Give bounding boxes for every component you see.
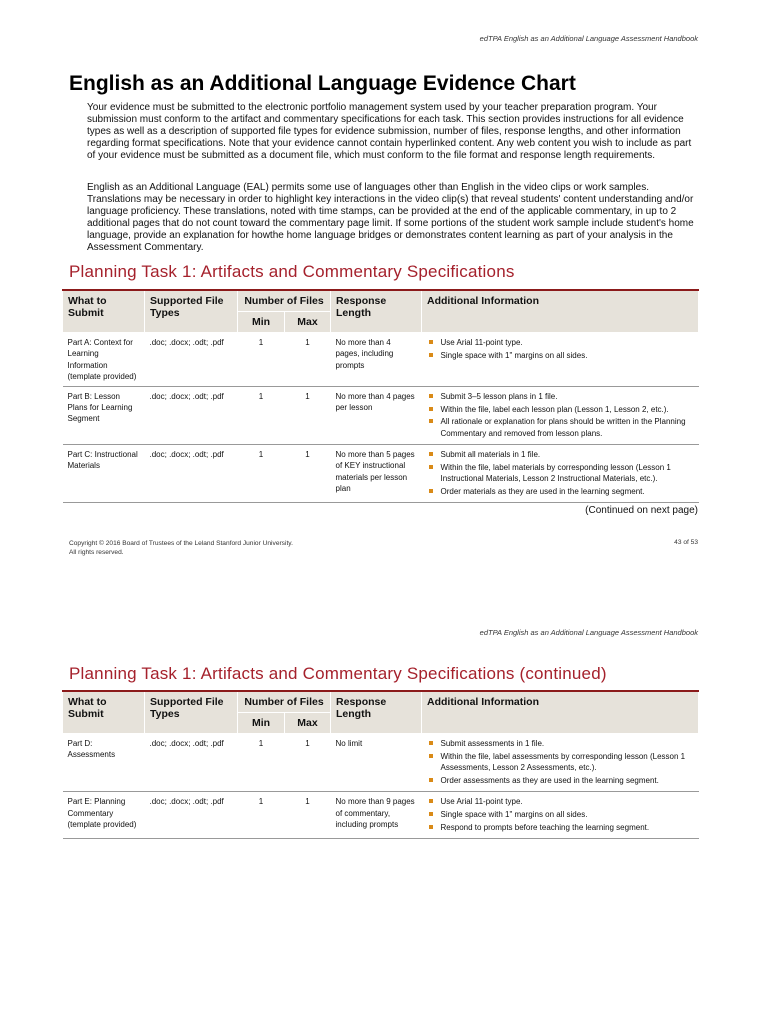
- info-bullet: Within the file, label each lesson plan (Lesson 1, Lesson 2, etc.).: [427, 404, 694, 415]
- what-to-submit-cell: Part D: Assessments: [63, 734, 145, 792]
- header-number-of-files: Number of Files: [238, 290, 331, 312]
- file-types-cell: .doc; .docx; .odt; .pdf: [145, 333, 238, 387]
- what-to-submit-cell: Part A: Context for Learning Information (template provided): [63, 333, 145, 387]
- table-row: [63, 386, 699, 444]
- section-title-continued: Planning Task 1: Artifacts and Commentary Specifications (continued): [69, 664, 607, 683]
- copyright-line-1: Copyright © 2016 Board of Trustees of the Leland Stanford Junior University.: [69, 540, 293, 547]
- table-row: [63, 792, 699, 839]
- header-number-of-files: Number of Files: [238, 691, 331, 713]
- max-files-cell: 1: [285, 792, 331, 839]
- max-files-cell: 1: [285, 734, 331, 792]
- info-bullet: Use Arial 11-point type.: [427, 796, 694, 807]
- info-bullet: Order materials as they are used in the learning segment.: [427, 486, 694, 497]
- info-bullet: Order assessments as they are used in the learning segment.: [427, 775, 694, 786]
- header-additional-information: Additional Information: [422, 290, 699, 333]
- info-bullet: Use Arial 11-point type.: [427, 337, 694, 348]
- min-files-cell: 1: [238, 792, 285, 839]
- table-row: [63, 734, 699, 792]
- info-bullet: Submit 3–5 lesson plans in 1 file.: [427, 391, 694, 402]
- info-bullet: Submit all materials in 1 file.: [427, 449, 694, 460]
- min-files-cell: 1: [238, 386, 285, 444]
- additional-info-cell: [422, 444, 699, 502]
- additional-info-cell: [422, 386, 699, 444]
- min-files-cell: 1: [238, 444, 285, 502]
- info-bullet: Single space with 1" margins on all sides.: [427, 350, 694, 361]
- response-length-cell: No more than 5 pages of KEY instructional materials per lesson plan: [331, 444, 422, 502]
- running-header: edTPA English as an Additional Language Assessment Handbook: [479, 628, 698, 637]
- response-length-cell: No more than 9 pages of commentary, including prompts: [331, 792, 422, 839]
- response-length-cell: No more than 4 pages, including prompts: [331, 333, 422, 387]
- specifications-table-continued: [62, 690, 699, 839]
- header-supported-file-types: Supported File Types: [145, 691, 238, 734]
- header-what-to-submit: What to Submit: [63, 691, 145, 734]
- header-response-length: Response Length: [331, 691, 422, 734]
- response-length-cell: No limit: [331, 734, 422, 792]
- additional-info-cell: [422, 734, 699, 792]
- info-bullet: Within the file, label assessments by corresponding lesson (Lesson 1 Assessments, Lesson 2 Assessments, etc.).: [427, 751, 694, 774]
- header-response-length: Response Length: [331, 290, 422, 333]
- header-additional-information: Additional Information: [422, 691, 699, 734]
- file-types-cell: .doc; .docx; .odt; .pdf: [145, 792, 238, 839]
- file-types-cell: .doc; .docx; .odt; .pdf: [145, 386, 238, 444]
- response-length-cell: No more than 4 pages per lesson: [331, 386, 422, 444]
- specifications-table: [62, 289, 699, 503]
- what-to-submit-cell: Part B: Lesson Plans for Learning Segment: [63, 386, 145, 444]
- header-supported-file-types: Supported File Types: [145, 290, 238, 333]
- info-bullet: Within the file, label materials by corresponding lesson (Lesson 1 Instructional Materials, Lesson 2 Instructional Materials, etc.).: [427, 462, 694, 485]
- running-header: edTPA English as an Additional Language Assessment Handbook: [479, 34, 698, 43]
- intro-paragraph-1: Your evidence must be submitted to the electronic portfolio management system used by your teacher preparation program. Your submission must conform to the artifact and commentary specifications for each task. This section provides instructions for all evidence types as well as a description of supported file types for evidence submission, number of files, response lengths, and other information regarding format specifications. Note that your evidence cannot contain hyperlinked content. Any web content you wish to include as part of your evidence must be submitted as a document file, which must conform to the file format and response length requirements.: [87, 102, 692, 162]
- what-to-submit-cell: Part E: Planning Commentary (template provided): [63, 792, 145, 839]
- header-max: Max: [285, 312, 331, 333]
- max-files-cell: 1: [285, 386, 331, 444]
- additional-info-cell: [422, 333, 699, 387]
- table-row: [63, 444, 699, 502]
- intro-paragraph-2: English as an Additional Language (EAL) permits some use of languages other than English in the video clips or work samples. Translations may be necessary in order to highlight key interactions in the video clip(s) that reveal students' content understanding and/or language proficiency. These translations, noted with time stamps, can be provided at the end of the applicable commentary, in up to 2 additional pages that do not count toward the commentary page limit. If some portions of the student work sample include student's home language, provide an explanation for howthe home language bridges or demonstrates content learning as part of your analysis in the Assessment Commentary.: [87, 182, 694, 254]
- page-title: English as an Additional Language Evidence Chart: [69, 72, 576, 95]
- min-files-cell: 1: [238, 333, 285, 387]
- info-bullet: Submit assessments in 1 file.: [427, 738, 694, 749]
- copyright-notice: [69, 539, 293, 557]
- info-bullet: All rationale or explanation for plans should be written in the Planning Commentary and removed from lesson plans.: [427, 416, 694, 439]
- continued-note: (Continued on next page): [585, 505, 698, 516]
- page-number: 43 of 53: [674, 539, 698, 546]
- file-types-cell: .doc; .docx; .odt; .pdf: [145, 734, 238, 792]
- additional-info-cell: [422, 792, 699, 839]
- info-bullet: Respond to prompts before teaching the learning segment.: [427, 822, 694, 833]
- header-max: Max: [285, 713, 331, 734]
- info-bullet: Single space with 1" margins on all sides.: [427, 809, 694, 820]
- what-to-submit-cell: Part C: Instructional Materials: [63, 444, 145, 502]
- table-row: [63, 333, 699, 387]
- min-files-cell: 1: [238, 734, 285, 792]
- section-title: Planning Task 1: Artifacts and Commentary Specifications: [69, 262, 515, 281]
- header-what-to-submit: What to Submit: [63, 290, 145, 333]
- max-files-cell: 1: [285, 444, 331, 502]
- max-files-cell: 1: [285, 333, 331, 387]
- copyright-line-2: All rights reserved.: [69, 549, 124, 556]
- header-min: Min: [238, 312, 285, 333]
- header-min: Min: [238, 713, 285, 734]
- file-types-cell: .doc; .docx; .odt; .pdf: [145, 444, 238, 502]
